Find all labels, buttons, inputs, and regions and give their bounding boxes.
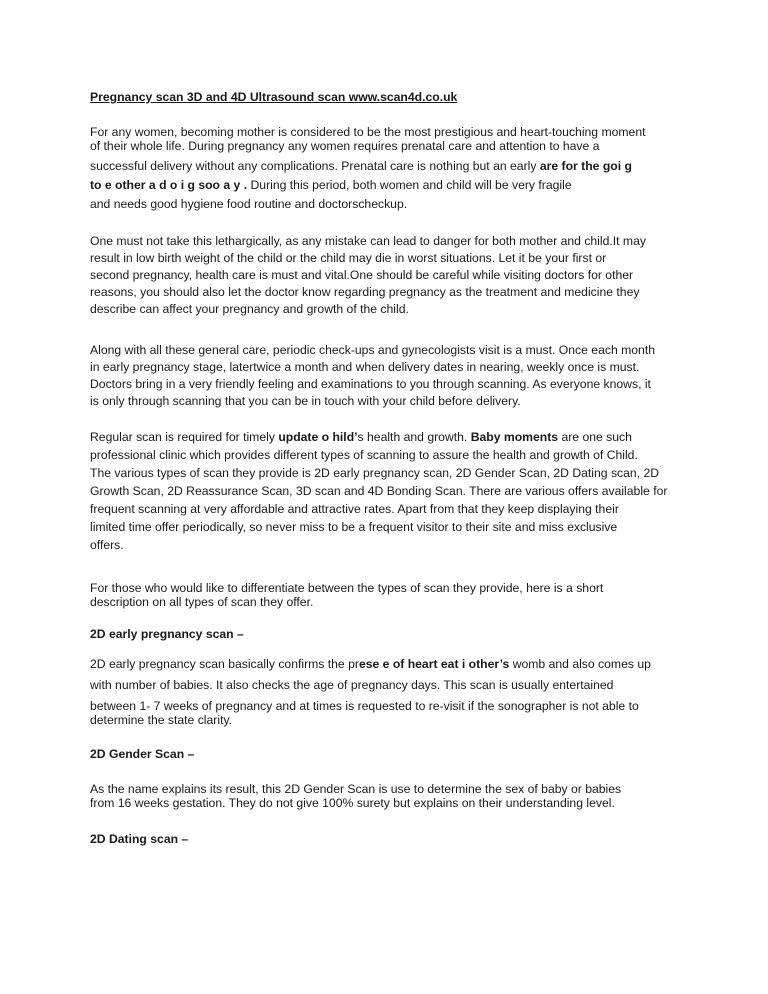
text-line: Doctors bring in a very friendly feeling and examinations to you through scanning. As everyone knows, it — [90, 377, 651, 391]
paragraph-gender-scan — [90, 783, 690, 810]
heading-2d-dating-scan: 2D Dating scan – — [90, 832, 189, 846]
text-line: frequent scanning at very affordable and attractive rates. Apart from that they keep displaying their — [90, 502, 619, 516]
text-line: Along with all these general care, periodic check-ups and gynecologists visit is a must. Once each month — [90, 343, 655, 357]
heading-2d-gender-scan: 2D Gender Scan – — [90, 747, 195, 761]
text-line: determine the state clarity. — [90, 712, 233, 727]
text-line: limited time offer periodically, so never miss to be a frequent visitor to their site and miss exclusive — [90, 520, 618, 534]
text-line: between 1- 7 weeks of pregnancy and at times is requested to re-visit if the sonographer is not able to — [90, 699, 639, 713]
paragraph-scan-types-intro — [90, 582, 690, 609]
text-line: of their whole life. During pregnancy any women requires prenatal care and attention to have a — [90, 138, 600, 153]
text-line: 2D early pregnancy scan basically confirms the prese e of heart eat i other’s womb and also comes up — [90, 657, 651, 671]
paragraph-caution — [90, 233, 690, 318]
text-line: For any women, becoming mother is considered to be the most prestigious and heart-touching moment — [90, 125, 646, 139]
paragraph-regular-scan — [90, 429, 690, 554]
text-line: result in low birth weight of the child or the child may die in worst situations. Let it be your first or — [90, 251, 607, 265]
text-line: with number of babies. It also checks the age of pregnancy days. This scan is usually entertained — [90, 678, 614, 692]
text-line: offers. — [90, 538, 124, 552]
text-line: in early pregnancy stage, latertwice a month and when delivery dates in nearing, weekly once is must. — [90, 360, 640, 374]
text-line: As the name explains its result, this 2D Gender Scan is use to determine the sex of baby or babies — [90, 782, 622, 796]
text-line: is only through scanning that you can be in touch with your child before delivery. — [90, 394, 521, 408]
paragraph-early-pregnancy — [90, 656, 690, 727]
text-line: The various types of scan they provide is 2D early pregnancy scan, 2D Gender Scan, 2D Dating scan, 2D — [90, 466, 660, 480]
text-line: One must not take this lethargically, as any mistake can lead to danger for both mother and child.It may — [90, 234, 646, 248]
paragraph-checkups — [90, 342, 690, 410]
heading-2d-early-pregnancy-scan: 2D early pregnancy scan – — [90, 627, 244, 641]
text-line: describe can affect your pregnancy and growth of the child. — [90, 302, 409, 316]
text-line: second pregnancy, health care is must and vital.One should be careful while visiting doctors for other — [90, 268, 634, 282]
text-line: professional clinic which provides different types of scanning to assure the health and growth of Child. — [90, 448, 638, 462]
text-line: from 16 weeks gestation. They do not give 100% surety but explains on their understanding level. — [90, 795, 615, 810]
text-line: For those who would like to differentiate between the types of scan they provide, here is a short — [90, 581, 604, 595]
document-title: Pregnancy scan 3D and 4D Ultrasound scan www.scan4d.co.uk — [90, 90, 458, 104]
text-line: Growth Scan, 2D Reassurance Scan, 3D scan and 4D Bonding Scan. There are various offers available for — [90, 484, 668, 498]
text-line: and needs good hygiene food routine and doctorscheckup. — [90, 197, 408, 211]
text-line: reasons, you should also let the doctor know regarding pregnancy as the treatment and medicine they — [90, 285, 640, 299]
paragraph-intro — [90, 126, 690, 213]
text-line: successful delivery without any complications. Prenatal care is nothing but an early are for the goi g — [90, 159, 632, 173]
text-line: to e other a d o i g soo a y . During this period, both women and child will be very fragile — [90, 178, 572, 192]
text-line: Regular scan is required for timely update o hild’s health and growth. Baby moments are one such — [90, 430, 632, 444]
text-line: description on all types of scan they offer. — [90, 594, 314, 609]
